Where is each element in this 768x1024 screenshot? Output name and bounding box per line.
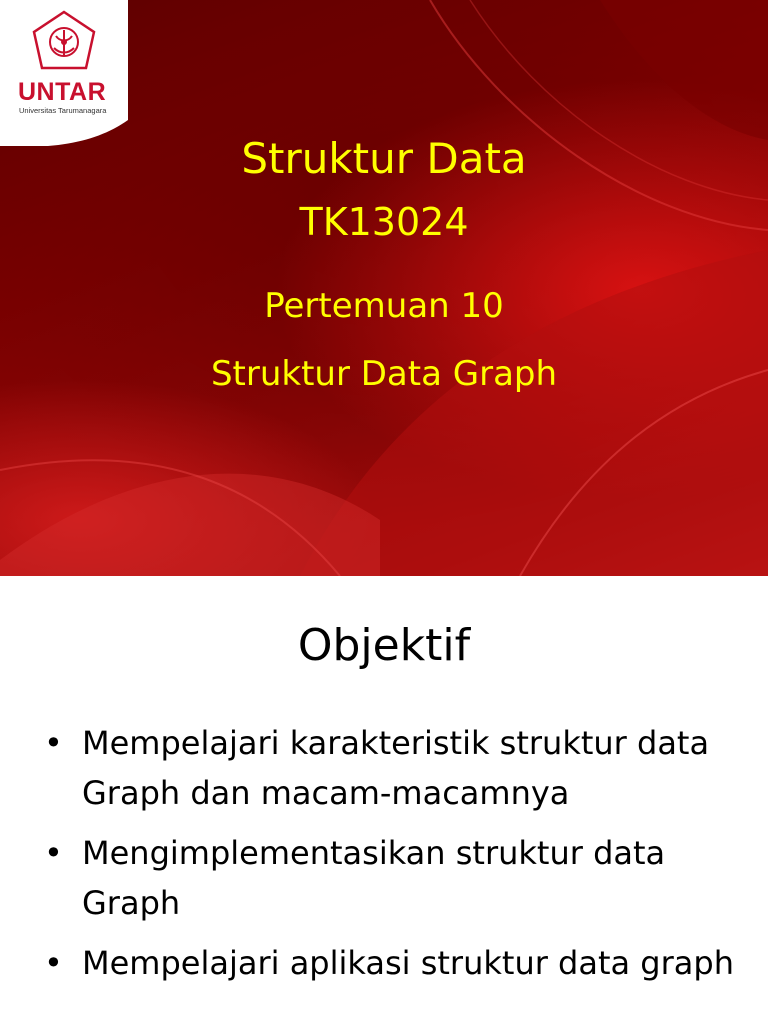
bullet-icon: • [44, 724, 63, 762]
list-item [44, 828, 744, 928]
logo-subtitle: Universitas Tarumanagara [19, 106, 107, 115]
bullet-text: Mempelajari karakteristik struktur data Graph dan macam-macamnya [82, 724, 710, 812]
list-item [44, 938, 744, 988]
bullet-text: Mempelajari aplikasi struktur data graph [82, 944, 734, 982]
objectives-slide [0, 576, 768, 1024]
meeting-number: Pertemuan 10 [264, 286, 504, 326]
list-item [44, 718, 744, 818]
objectives-list [44, 718, 744, 998]
logo-name: UNTAR [18, 78, 107, 106]
objectives-heading: Objektif [297, 620, 471, 671]
bullet-icon: • [44, 944, 63, 982]
bullet-icon: • [44, 834, 63, 872]
logo-background [0, 0, 128, 146]
university-logo [0, 0, 128, 146]
bullet-text: Mengimplementasikan struktur data Graph [82, 834, 666, 922]
course-code: TK13024 [299, 200, 469, 244]
topic-title: Struktur Data Graph [210, 354, 558, 394]
slide-title: Struktur Data [241, 134, 527, 183]
